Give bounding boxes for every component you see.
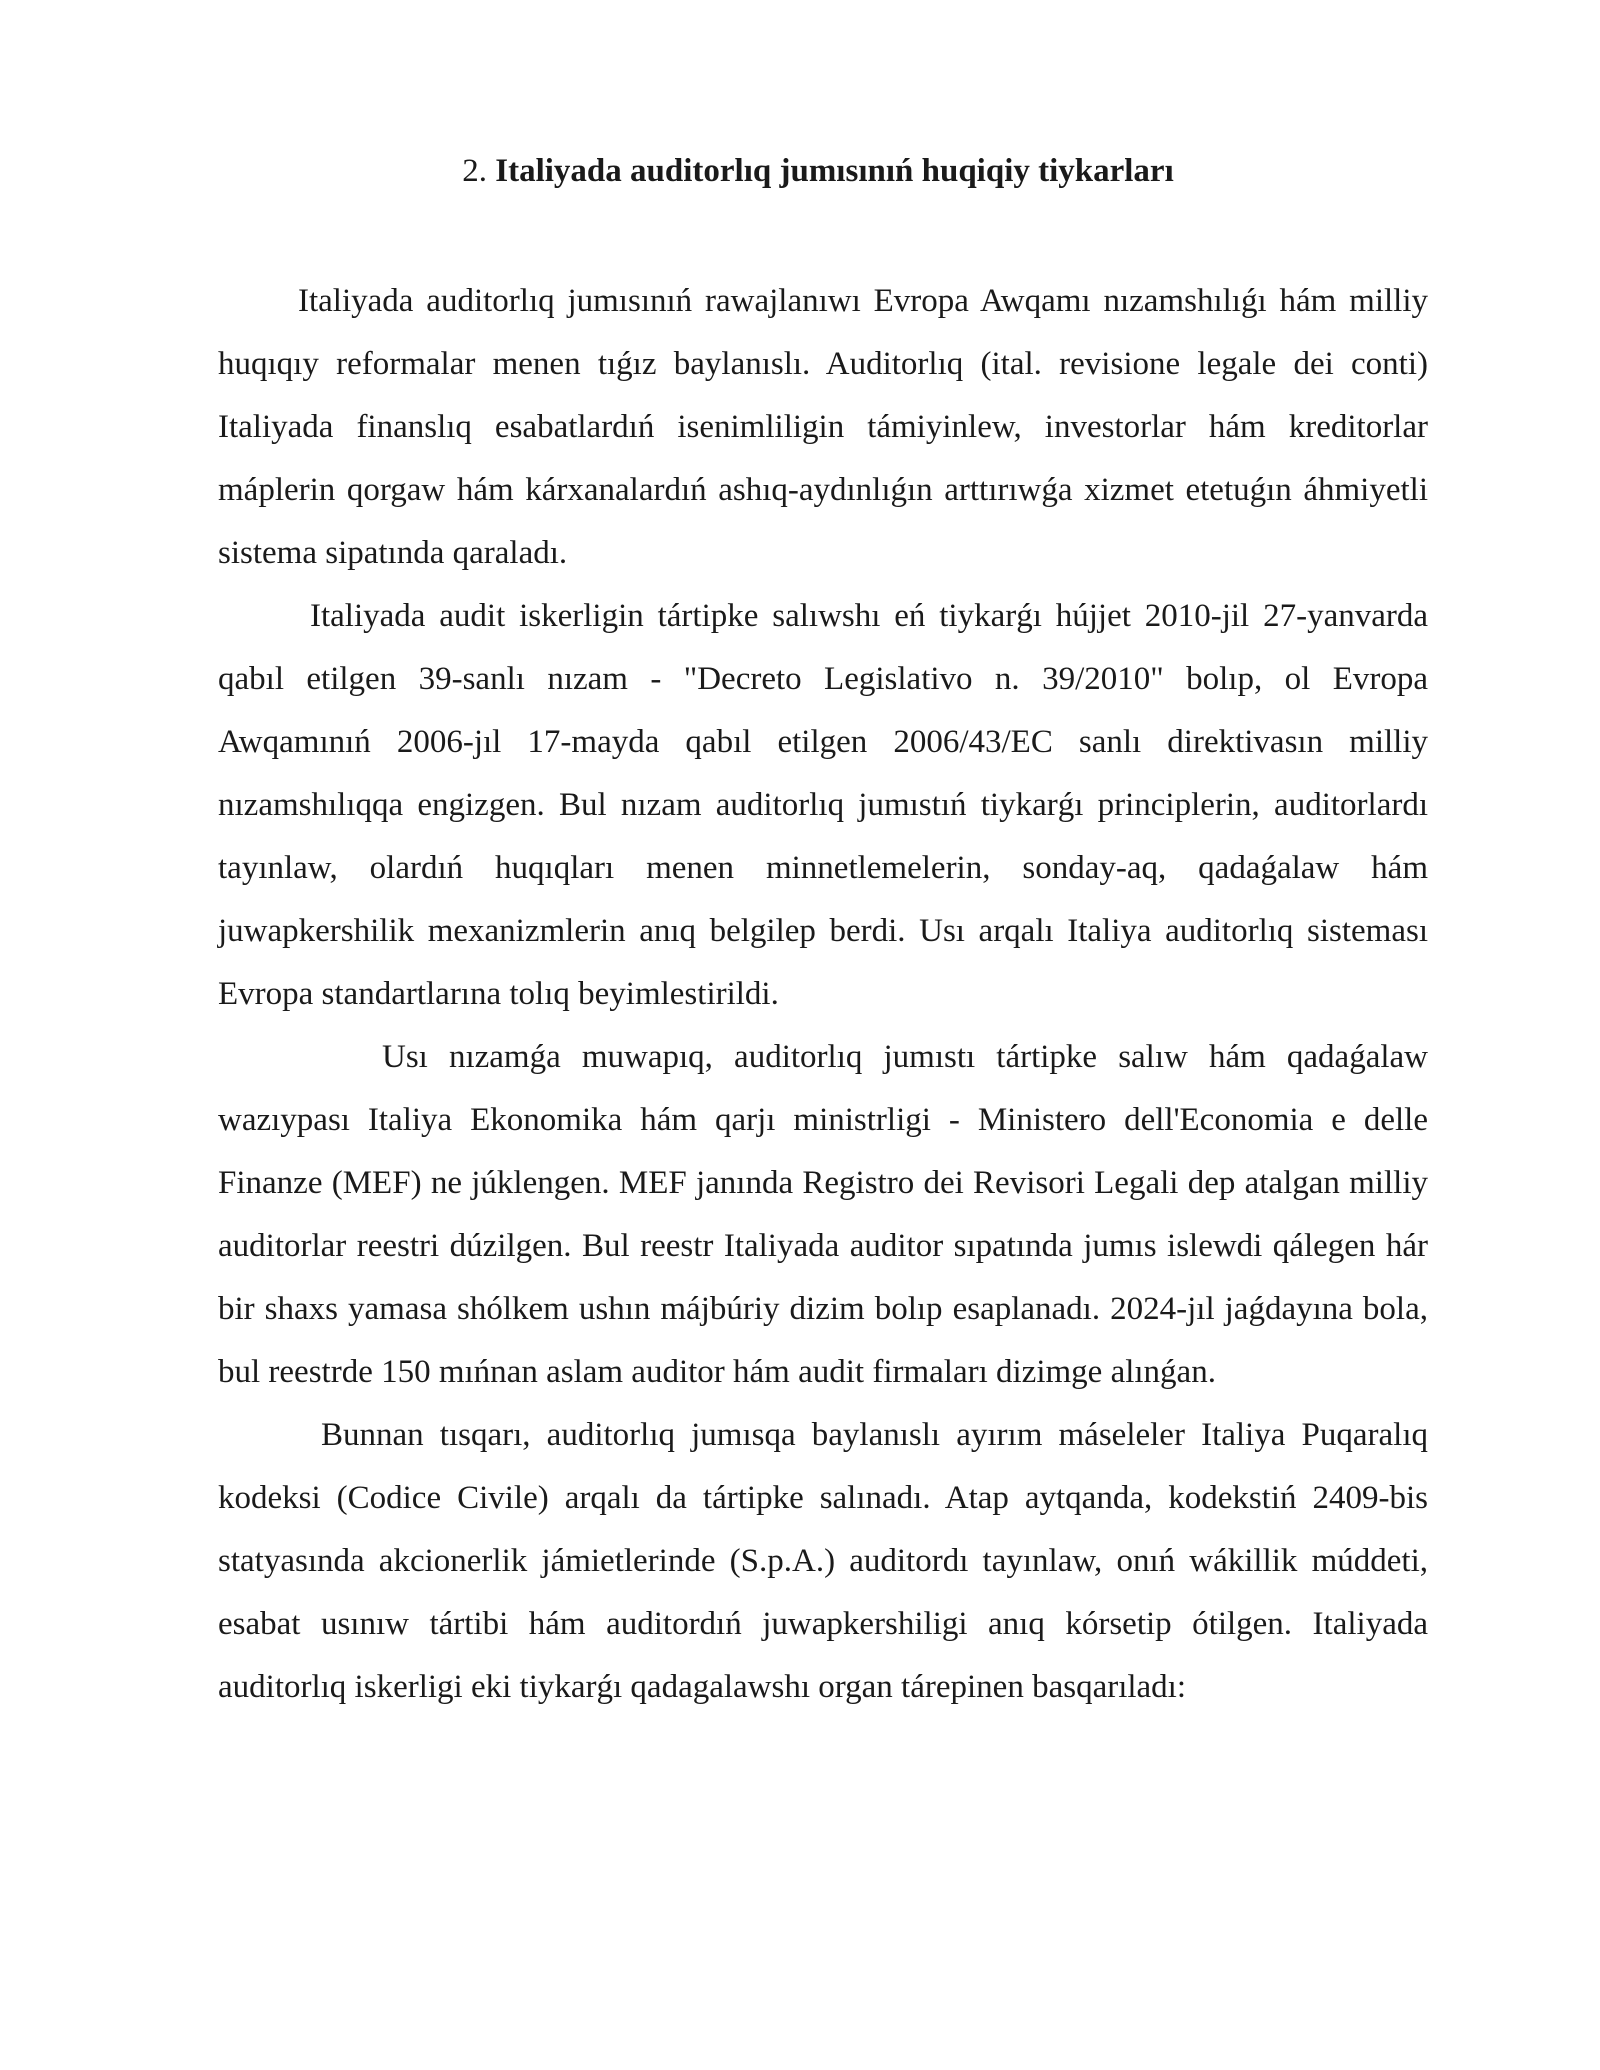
paragraph-2: Italiyada audit iskerligin tártipke salıwshı eń tiykarǵı hújjet 2010-jil 27-yanvarda qabıl etilgen 39-sanlı nızam - "Decreto Legislativo n. 39/2010" bolıp, ol Evropa Awqamınıń 2006-jıl 17-mayda qabıl etilgen 2006/43/EC sanlı direktivasın milliy nızamshılıqqa engizgen. Bul nızam auditorlıq jumıstıń tiykarǵı principlerin, auditorlardı tayınlaw, olardıń huqıqları menen minnetlemelerin, sonday-aq, qadaǵalaw hám juwapkershilik mexanizmlerin anıq belgilep berdi. Usı arqalı Italiya auditorlıq sisteması Evropa standartlarına tolıq beyimlestirildi. (218, 598, 1428, 1012)
paragraph-3: Usı nızamǵa muwapıq, auditorlıq jumıstı tártipke salıw hám qadaǵalaw wazıypası Italiya Ekonomika hám qarjı ministrligi - Ministero dell'Economia e delle Finanze (MEF) ne júklengen. MEF janında Registro dei Revisori Legali dep atalgan milliy auditorlar reestri dúzilgen. Bul reestr Italiyada auditor sıpatında jumıs islewdi qálegen hár bir shaxs yamasa shólkem ushın májbúriy dizim bolıp esaplanadı. 2024-jıl jaǵdayına bola, bul reestrde 150 mıńnan aslam auditor hám audit firmaları dizimge alınǵan. (218, 1039, 1428, 1390)
section-heading (218, 150, 1418, 192)
section-number: 2. (462, 153, 496, 189)
paragraph-4: Bunnan tısqarı, auditorlıq jumısqa baylanıslı ayırım máseleler Italiya Puqaralıq kodeksi (Codice Civile) arqalı da tártipke salınadı. Atap aytqanda, kodekstiń 2409-bis statyasında akcionerlik jámietlerinde (S.p.A.) auditordı tayınlaw, onıń wákillik múddeti, esabat usınıw tártibi hám auditordıń juwapkershiligi anıq kórsetip ótilgen. Italiyada auditorlıq iskerligi eki tiykarǵı qadagalawshı organ tárepinen basqarıladı: (218, 1417, 1428, 1705)
paragraph-1: Italiyada auditorlıq jumısınıń rawajlanıwı Evropa Awqamı nızamshılıǵı hám milliy huqıqıy reformalar menen tıǵız baylanıslı. Auditorlıq (ital. revisione legale dei conti) Italiyada finanslıq esabatlardıń isenimliligin támiyinlew, investorlar hám kreditorlar máplerin qorgaw hám kárxanalardıń ashıq-aydınlıǵın arttırıwǵa xizmet etetuǵın áhmiyetli sistema sipatında qaraladı. (218, 283, 1428, 571)
document-body (218, 270, 1428, 1719)
section-title: Italiyada auditorlıq jumısınıń huqiqiy tiykarları (495, 153, 1174, 189)
